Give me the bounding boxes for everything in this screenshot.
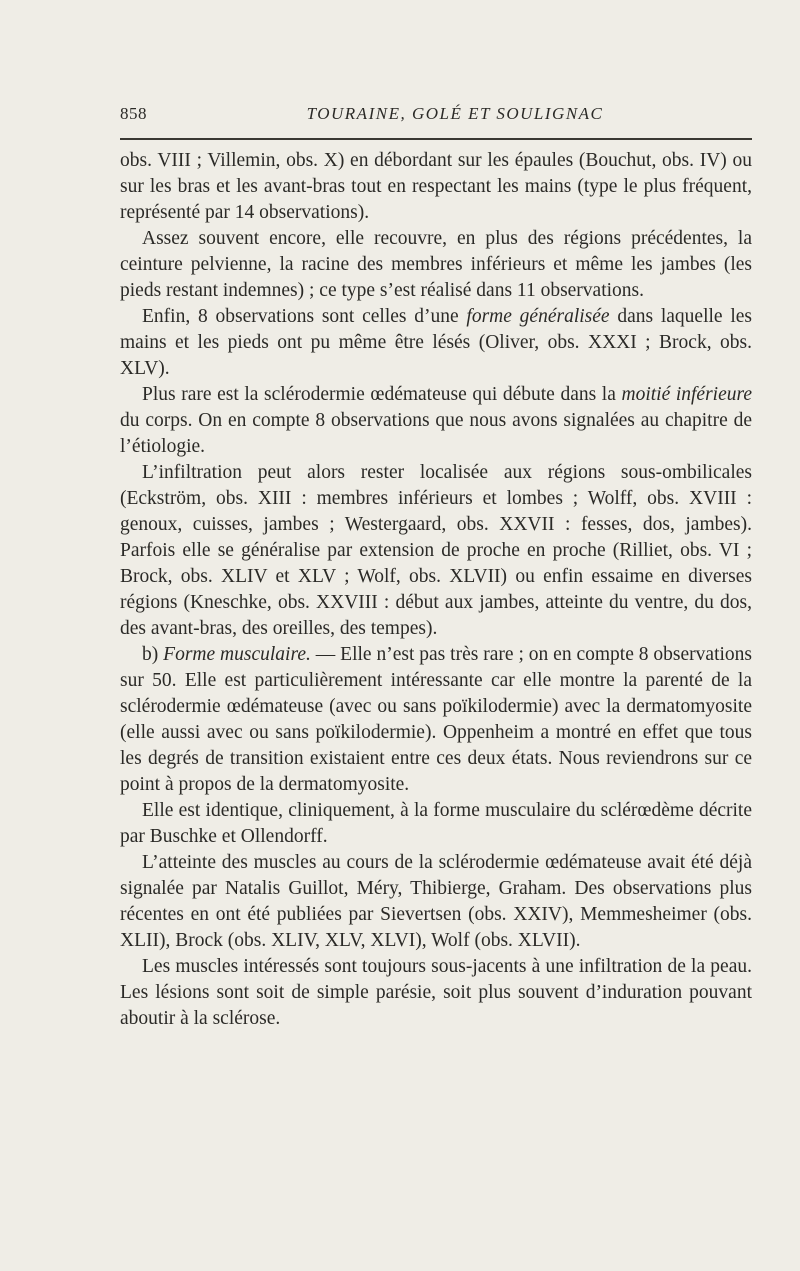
paragraph-3-text-b: dans laquelle les mains et les pieds ont pu même être lésés (Oliver, obs. XXXI ; Brock, obs. XLV). xyxy=(120,306,753,379)
paragraph-4-text-b: du corps. On en compte 8 observations que nous avons signalées au chapitre de l’étiologie. xyxy=(120,410,752,457)
paragraph-5: L’infiltration peut alors rester localisée aux régions sous-ombilicales (Eckström, obs. XIII : membres inférieurs et lombes ; Wolff, obs. XVIII : genoux, cuisses, jambes ; Westergaard, obs. XXVII : fesses, dos, jambes). Parfois elle se généralise par extension de proche en proche (Rilliet, obs. VI ; Brock, obs. XLIV et XLV ; Wolf, obs. XLVII) ou enfin essaime en diverses régions (Kneschke, obs. XXVIII : début aux jambes, atteinte du ventre, du dos, des avant-bras, des oreilles, des tempes). xyxy=(120,462,752,639)
paragraph-6 xyxy=(120,642,752,798)
section-heading-forme-musculaire: Forme musculaire. xyxy=(163,644,311,665)
paragraph-4-text-a: Plus rare est la sclérodermie œdémateuse qui débute dans la xyxy=(142,384,622,405)
paragraph-6-text-b: — Elle n’est pas très rare ; on en compte 8 observations sur 50. Elle est particulièrement intéressante car elle montre la parenté de la sclérodermie œdémateuse (avec ou sans poïkilodermie) avec la dermatomyosite (elle aussi avec ou sans poïkilodermie). Oppenheim a montré en effet que tous les degrés de transition existaient entre ces deux états. Nous reviendrons sur ce point à propos de la dermatomyosite. xyxy=(120,644,752,795)
running-head xyxy=(120,104,750,128)
paragraph-1: obs. VIII ; Villemin, obs. X) en débordant sur les épaules (Bouchut, obs. IV) ou sur les bras et les avant-bras tout en respectant les mains (type le plus fréquent, représenté par 14 observations). xyxy=(120,150,752,223)
paragraph-4 xyxy=(120,382,752,460)
emphasis-moitie-inferieure: moitié inférieure xyxy=(621,384,753,405)
page-number: 858 xyxy=(120,104,147,123)
paragraph-2: Assez souvent encore, elle recouvre, en plus des régions précédentes, la ceinture pelvienne, la racine des membres inférieurs et même les jambes (les pieds restant indemnes) ; ce type s’est réalisé dans 11 observations. xyxy=(120,228,752,301)
paragraph-3 xyxy=(120,304,752,382)
paragraph-9: Les muscles intéressés sont toujours sous-jacents à une infiltration de la peau. Les lésions sont soit de simple parésie, soit plus souvent d’induration pouvant aboutir à la sclérose. xyxy=(120,956,752,1029)
emphasis-forme-generalisee: forme généralisée xyxy=(466,306,610,327)
paragraph-8: L’atteinte des muscles au cours de la sclérodermie œdémateuse avait été déjà signalée par Natalis Guillot, Méry, Thibierge, Graham. Des observations plus récentes en ont été publiées par Sievertsen (obs. XXIV), Memmesheimer (obs. XLII), Brock (obs. XLIV, XLV, XLVI), Wolf (obs. XLVII). xyxy=(120,852,752,951)
body-text xyxy=(120,148,752,1032)
header-rule xyxy=(120,138,752,140)
paragraph-3-text-a: Enfin, 8 observations sont celles d’une xyxy=(142,306,467,327)
paragraph-6-text-a: b) xyxy=(142,644,164,665)
paragraph-7: Elle est identique, cliniquement, à la forme musculaire du sclérœdème décrite par Buschke et Ollendorff. xyxy=(120,800,752,847)
running-title: TOURAINE, GOLÉ ET SOULIGNAC xyxy=(306,104,604,123)
